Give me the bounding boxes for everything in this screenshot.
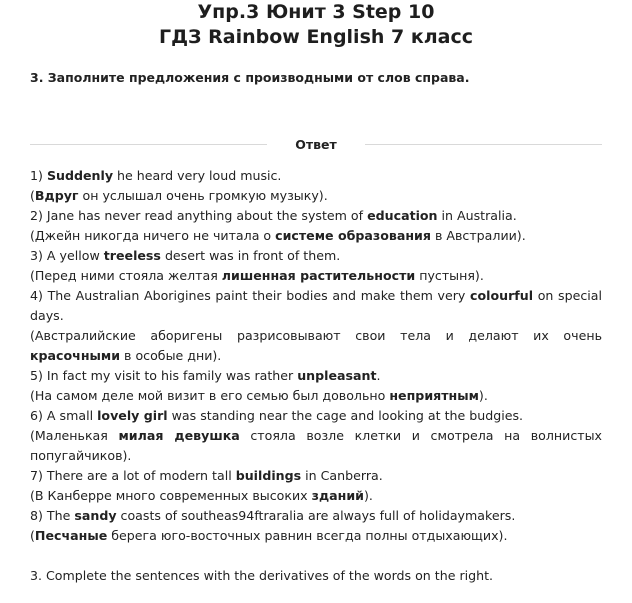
page-subtitle: ГДЗ Rainbow English 7 класс [158, 26, 474, 48]
answer-line: 8) The sandy coasts of southeas94ftraralia are always full of holidaymakers. [30, 508, 516, 523]
translation-line: (Песчаные берега юго-восточных равнин всегда полны отдыхающих). [30, 528, 508, 543]
answer-label: Ответ [295, 136, 337, 152]
answer-line: 3) A yellow treeless desert was in front of them. [30, 248, 341, 263]
translation-line: (Вдруг он услышал очень громкую музыку). [30, 188, 328, 203]
answer-line: 4) The Australian Aborigines paint their bodies and make them very colourful on special days. [30, 288, 602, 323]
answer-block [30, 166, 602, 546]
translation-line: (Маленькая милая девушка стояла возле клетки и смотрела на волнистых попугайчиков). [30, 428, 602, 463]
translation-line: (В Канберре много современных высоких зданий). [30, 488, 373, 503]
footer-text: 3. Complete the sentences with the derivatives of the words on the right. [30, 568, 494, 583]
answer-divider [30, 136, 602, 152]
answer-line: 5) In fact my visit to his family was rather unpleasant. [30, 368, 381, 383]
page-title: Упр.3 Юнит 3 Step 10 [197, 1, 435, 23]
task-text: 3. Заполните предложения с производными от слов справа. [30, 70, 470, 85]
divider-line-right [365, 144, 602, 145]
answer-line: 2) Jane has never read anything about the system of education in Australia. [30, 208, 517, 223]
translation-line: (Австралийские аборигены разрисовывают свои тела и делают их очень красочными в особые дни). [30, 328, 602, 363]
answer-line: 6) A small lovely girl was standing near the cage and looking at the budgies. [30, 408, 524, 423]
translation-line: (Перед ними стояла желтая лишенная растительности пустыня). [30, 268, 484, 283]
answer-line: 1) Suddenly he heard very loud music. [30, 168, 282, 183]
translation-line: (На самом деле мой визит в его семью был довольно неприятным). [30, 388, 488, 403]
divider-line-left [30, 144, 267, 145]
translation-line: (Джейн никогда ничего не читала о системе образования в Австралии). [30, 228, 526, 243]
answer-line: 7) There are a lot of modern tall buildings in Canberra. [30, 468, 383, 483]
